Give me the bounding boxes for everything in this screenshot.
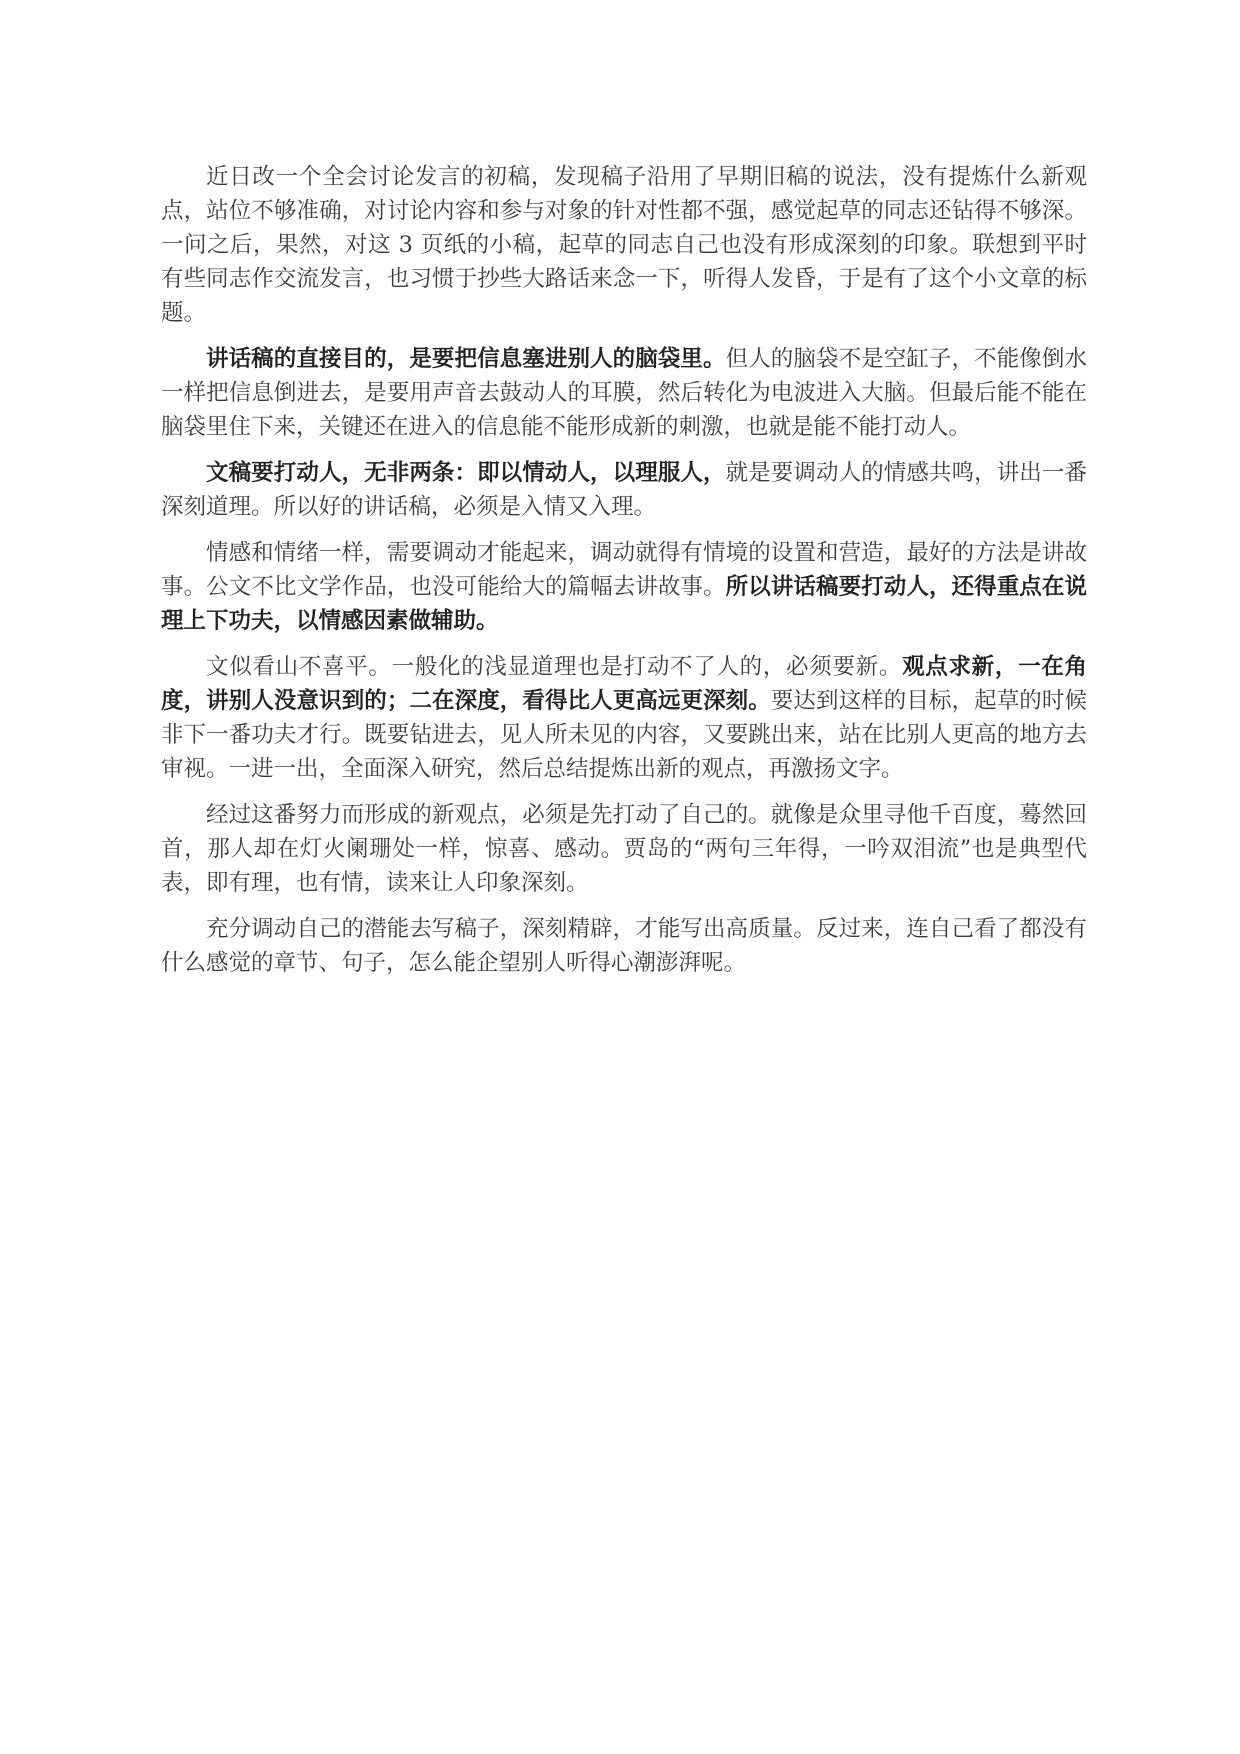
paragraph-6 (161, 798, 1087, 900)
paragraph-text: 要达到这样的目标，起草的时候非下一番功夫才行。既要钻进去，见人所未见的内容，又要跳出来，站在比别人更高的地方去审视。一进一出，全面深入研究，然后总结提炼出新的观点，再激扬文字。 (161, 688, 1087, 782)
paragraph-text: 文似看山不喜平。一般化的浅显道理也是打动不了人的，必须要新。 (206, 654, 903, 680)
paragraph-emphasis: 所以讲话稿要打动人，还得重点在说理上下功夫，以情感因素做辅助。 (161, 574, 1087, 634)
paragraph-text: 就是要调动人的情感共鸣，讲出一番深刻道理。所以好的讲话稿，必须是入情又入理。 (161, 460, 1087, 520)
paragraph-text: 情感和情绪一样，需要调动才能起来，调动就得有情境的设置和营造，最好的方法是讲故事。公文不比文学作品，也没可能给大的篇幅去讲故事。 (161, 540, 1087, 600)
paragraph-1 (161, 160, 1087, 330)
document-body (161, 160, 1087, 992)
paragraph-text: 经过这番努力而形成的新观点，必须是先打动了自己的。就像是众里寻他千百度，蓦然回首，那人却在灯火阑珊处一样，惊喜、感动。贾岛的“两句三年得，一吟双泪流”也是典型代表，即有理，也有情，读来让人印象深刻。 (161, 802, 1087, 896)
paragraph-text: 充分调动自己的潜能去写稿子，深刻精辟，才能写出高质量。反过来，连自己看了都没有什么感觉的章节、句子，怎么能企望别人听得心潮澎湃呢。 (161, 916, 1087, 976)
paragraph-7 (161, 912, 1087, 980)
paragraph-4 (161, 536, 1087, 638)
paragraph-5 (161, 650, 1087, 786)
paragraph-emphasis: 文稿要打动人，无非两条：即以情动人，以理服人， (206, 460, 726, 486)
paragraph-text: 但人的脑袋不是空缸子，不能像倒水一样把信息倒进去，是要用声音去鼓动人的耳膜，然后转化为电波进入大脑。但最后能不能在脑袋里住下来，关键还在进入的信息能不能形成新的刺激，也就是能不能打动人。 (161, 346, 1087, 440)
paragraph-emphasis: 讲话稿的直接目的，是要把信息塞进别人的脑袋里。 (206, 346, 726, 372)
paragraph-3 (161, 456, 1087, 524)
paragraph-emphasis: 观点求新，一在角度，讲别人没意识到的；二在深度，看得比人更高远更深刻。 (161, 654, 1087, 714)
paragraph-2 (161, 342, 1087, 444)
paragraph-text: 近日改一个全会讨论发言的初稿，发现稿子沿用了早期旧稿的说法，没有提炼什么新观点，站位不够准确，对讨论内容和参与对象的针对性都不强，感觉起草的同志还钻得不够深。一问之后，果然，对这 3 页纸的小稿，起草的同志自己也没有形成深刻的印象。联想到平时有些同志作交流发言，也习惯于抄些大路话来念一下，听得人发昏，于是有了这个小文章的标题。 (161, 164, 1087, 326)
